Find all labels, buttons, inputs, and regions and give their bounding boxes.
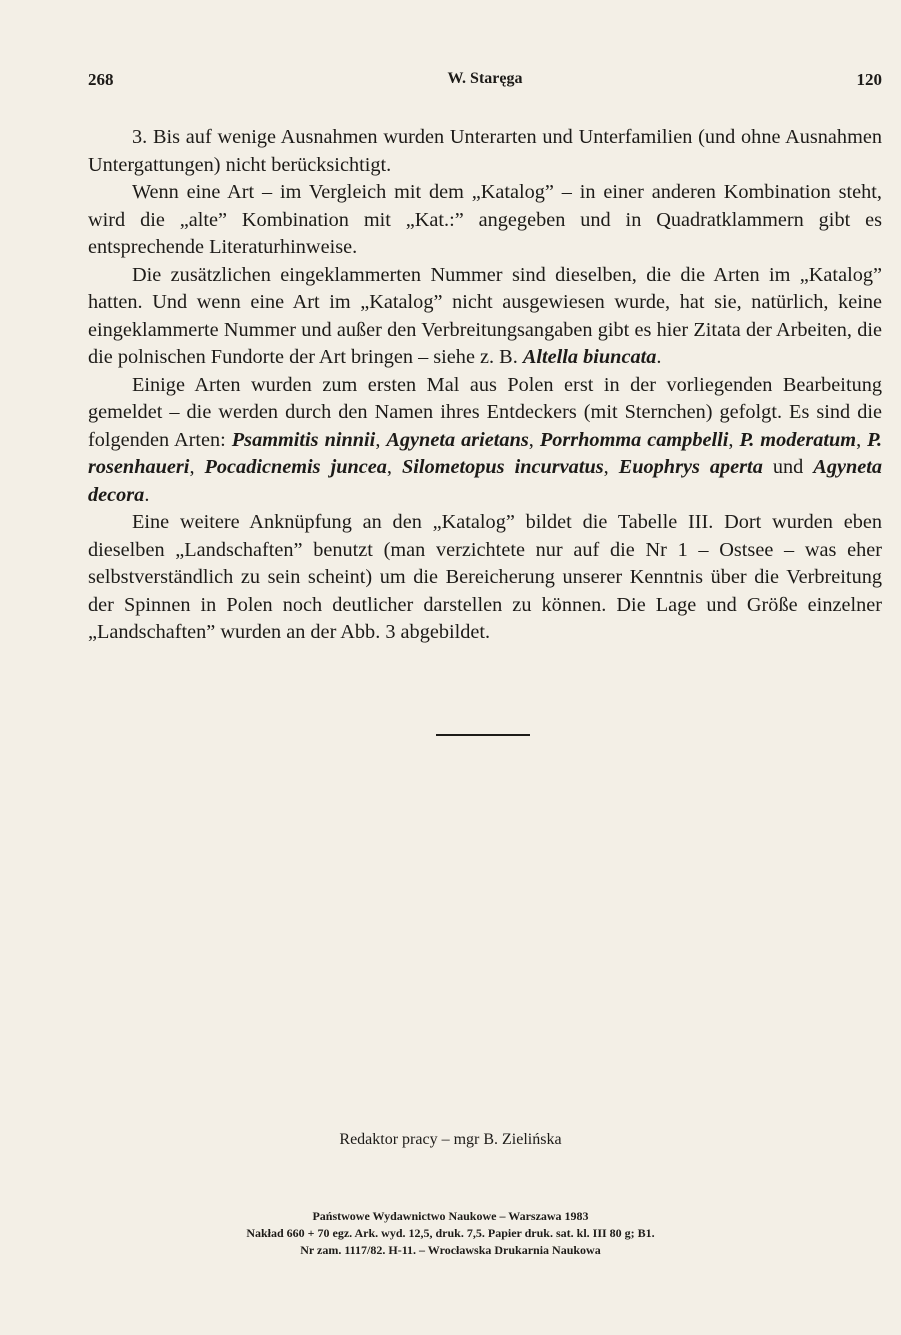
- species-name: Psammitis ninnii: [231, 428, 376, 451]
- text-run: ,: [728, 428, 740, 451]
- section-divider: [436, 734, 530, 736]
- running-header: [88, 70, 882, 100]
- text-run: ,: [375, 428, 387, 451]
- species-name: Porrhomma campbelli: [539, 428, 729, 451]
- imprint-line-order: Nr zam. 1117/82. H-11. – Wrocławska Drukarnia Naukowa: [300, 1243, 601, 1257]
- page-number-right: 120: [856, 70, 882, 89]
- paragraph: [88, 509, 882, 647]
- species-name: Altella biuncata: [522, 346, 657, 368]
- text-run: ,: [189, 456, 205, 478]
- paragraph: [88, 124, 882, 179]
- editor-credit: Redaktor pracy – mgr B. Zielińska: [339, 1131, 562, 1148]
- species-name: Pocadicnemis juncea: [204, 456, 387, 478]
- publisher-imprint: [0, 1208, 901, 1259]
- body-text: [88, 124, 882, 647]
- text-run: ,: [856, 428, 868, 451]
- text-run: 3. Bis auf wenige Ausnahmen wurden Unterarten und Unterfamilien (und ohne Ausnahmen Untergattungen) nicht berücksichtigt.: [88, 126, 882, 176]
- text-run: ,: [528, 428, 540, 451]
- text-run: ,: [386, 456, 403, 478]
- text-run: Wenn eine Art – im Vergleich mit dem „Katalog” – in einer anderen Kombination steht, wird die „alte” Kombination mit „Kat.:” angegeben und in Quadratklammern gibt es entsprechende Literaturhinweise.: [88, 181, 882, 258]
- text-run: .: [144, 483, 150, 506]
- species-name: Agyneta decora: [88, 456, 883, 506]
- text-run: und: [762, 456, 814, 478]
- species-name: Euophrys aperta: [618, 456, 763, 478]
- species-name: P. moderatum: [739, 428, 857, 451]
- species-name: P. rosenhaueri: [88, 428, 883, 478]
- text-run: Die zusätzlichen eingeklammerten Nummer sind dieselben, die die Arten im „Katalog” hatten. Und wenn eine Art im „Katalog” nicht ausgewiesen wurde, hat sie, natürlich, keine eingeklammerte Nummer und außer den Verbreitungsangaben gibt es hier Zitata der Arbeiten, die die polnischen Fundorte der Art bringen – siehe z. B.: [88, 263, 882, 368]
- species-name: Agyneta arietans: [386, 428, 529, 451]
- page-number-left: 268: [88, 70, 114, 89]
- species-name: Silometopus incurvatus: [402, 456, 604, 478]
- paragraph: [88, 262, 882, 372]
- text-run: .: [656, 346, 662, 368]
- text-run: Einige Arten wurden zum ersten Mal aus Polen erst in der vorliegenden Bearbeitung gemeldet – die werden durch den Namen ihres Entdeckers (mit Sternchen) gefolgt. Es sind die folgenden Arten:: [88, 373, 882, 451]
- running-head-author: W. Staręga: [447, 70, 523, 87]
- imprint-line-print-run: Nakład 660 + 70 egz. Ark. wyd. 12,5, druk. 7,5. Papier druk. sat. kl. III 80 g; B1.: [246, 1226, 655, 1240]
- text-run: Eine weitere Anknüpfung an den „Katalog” bildet die Tabelle III. Dort wurden eben dieselben „Landschaften” benutzt (man verzichtete nur auf die Nr 1 – Ostsee – was eher selbstverständlich zu sein scheint) um die Bereicherung unserer Kenntnis über die Verbreitung der Spinnen in Polen noch deutlicher darstellen zu können. Die Lage und Größe einzelner „Landschaften” wurden an der Abb. 3 abgebildet.: [88, 511, 882, 643]
- paragraph: [88, 372, 882, 510]
- text-run: ,: [603, 456, 619, 478]
- imprint-line-publisher: Państwowe Wydawnictwo Naukowe – Warszawa 1983: [312, 1209, 589, 1223]
- paragraph: [88, 179, 882, 262]
